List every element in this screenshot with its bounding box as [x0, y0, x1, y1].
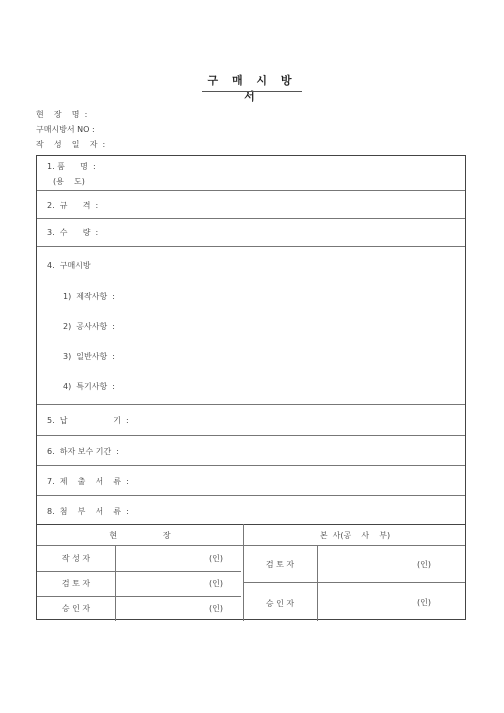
item-attach-docs: 8. 첨 부 서 류 :: [47, 507, 129, 516]
document-title: 구 매 시 방 서: [207, 74, 297, 103]
item-delivery: 5. 납 기 :: [47, 416, 129, 425]
item-purchase-spec: 4. 구매시방: [47, 261, 91, 270]
site-writer-label: 작 성 자: [61, 554, 91, 563]
site-row-divider: [37, 596, 241, 597]
hq-row-divider: [243, 582, 465, 583]
row-divider: [37, 218, 465, 219]
row-divider: [37, 190, 465, 191]
site-section-header: 현 장: [109, 531, 171, 540]
item-special: 4) 특기사항 :: [63, 382, 115, 391]
item-spec: 2. 규 격 :: [47, 201, 99, 210]
approval-header-divider: [37, 545, 465, 546]
row-divider: [37, 435, 465, 436]
hq-label-divider: [317, 545, 318, 621]
row-divider: [37, 246, 465, 247]
site-reviewer-seal: (인): [209, 579, 223, 588]
site-approver-seal: (인): [209, 604, 223, 613]
title-underline: [202, 91, 302, 92]
hq-approver-label: 승 인 자: [265, 599, 295, 608]
row-divider: [37, 404, 465, 405]
item-product-name: 1. 품 명 :: [47, 162, 96, 171]
site-approver-label: 승 인 자: [61, 604, 91, 613]
hq-section-header: 본 사(공 사 부): [319, 531, 391, 540]
site-row-divider: [37, 571, 241, 572]
item-manufacturing: 1) 제작사항 :: [63, 292, 115, 301]
date-label: 작 성 일 자 :: [36, 140, 106, 149]
row-divider: [37, 465, 465, 466]
item-quantity: 3. 수 량 :: [47, 228, 99, 237]
site-name-label: 현 장 명 :: [36, 110, 88, 119]
row-divider: [37, 495, 465, 496]
item-submit-docs: 7. 제 출 서 류 :: [47, 477, 129, 486]
hq-reviewer-seal: (인): [417, 560, 431, 569]
site-label-divider: [115, 545, 116, 621]
site-writer-seal: (인): [209, 554, 223, 563]
approval-top-border: [37, 524, 465, 525]
hq-reviewer-label: 검 토 자: [265, 560, 295, 569]
spec-form: [36, 155, 466, 620]
hq-approver-seal: (인): [417, 598, 431, 607]
item-construction: 2) 공사사항 :: [63, 322, 115, 331]
spec-no-label: 구매시방서 NO :: [36, 125, 95, 134]
item-purpose: (용 도): [53, 177, 85, 186]
site-reviewer-label: 검 토 자: [61, 579, 91, 588]
item-general: 3) 일반사항 :: [63, 352, 115, 361]
item-warranty: 6. 하자 보수 기간 :: [47, 447, 119, 456]
